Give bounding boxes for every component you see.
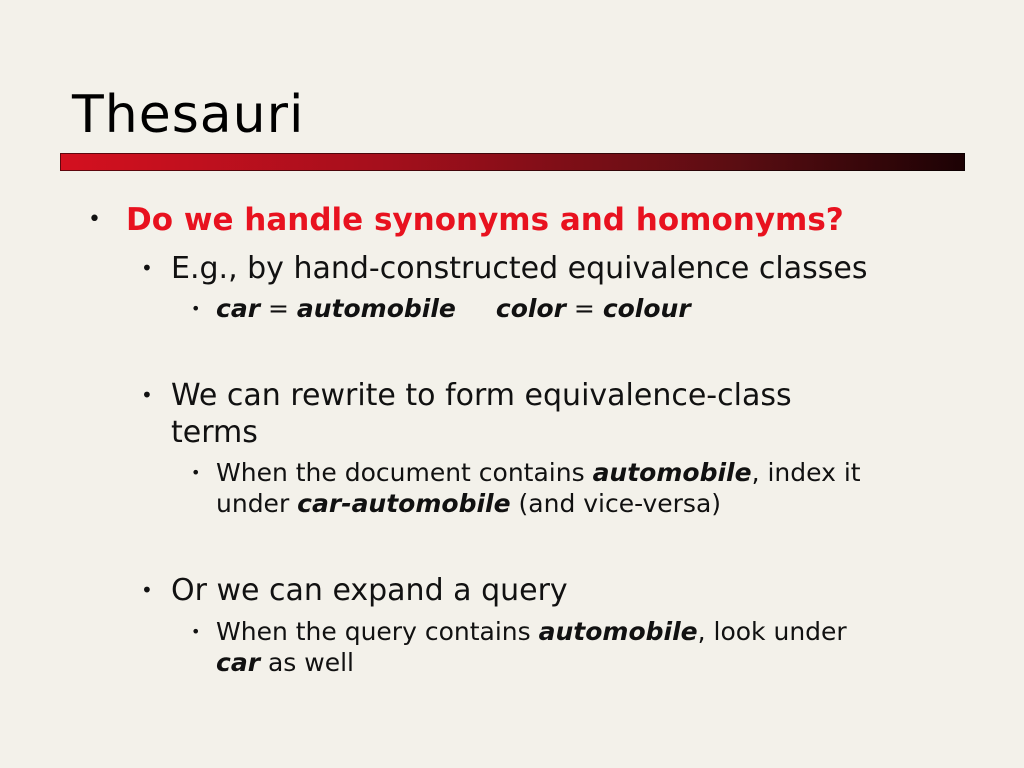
expand-detail-line1	[216, 616, 847, 647]
bullet-equivalence-classes: E.g., by hand-constructed equivalence classes	[171, 251, 868, 286]
rewrite-detail-line2	[216, 488, 721, 519]
equals-sign: =	[260, 294, 297, 323]
text-segment: When the document contains	[216, 458, 593, 487]
bullet-rewrite-line1: We can rewrite to form equivalence-class	[171, 378, 792, 413]
title-underline-bar	[60, 153, 965, 171]
text-segment: under	[216, 489, 298, 518]
term-car: car	[216, 294, 261, 323]
text-segment: When the query contains	[216, 617, 539, 646]
bullet-icon: •	[88, 207, 101, 232]
term-colour: colour	[602, 294, 691, 323]
example-equivalences	[216, 293, 691, 324]
bullet-icon: •	[141, 578, 153, 602]
bullet-rewrite-line2: terms	[171, 415, 258, 450]
text-segment: , look under	[697, 617, 847, 646]
bullet-expand-query: Or we can expand a query	[171, 573, 568, 608]
term-car-automobile: car-automobile	[297, 489, 511, 518]
term-color: color	[495, 294, 566, 323]
bullet-icon: •	[191, 463, 201, 482]
slide-title: Thesauri	[72, 85, 305, 145]
rewrite-detail-line1	[216, 457, 861, 488]
bullet-icon: •	[141, 383, 153, 407]
text-segment: , index it	[751, 458, 861, 487]
equals-sign: =	[565, 294, 603, 323]
bullet-icon: •	[191, 299, 201, 318]
bullet-icon: •	[191, 622, 201, 641]
expand-detail-line2	[216, 647, 354, 678]
bullet-synonyms-homonyms: Do we handle synonyms and homonyms?	[126, 202, 844, 238]
term-car: car	[216, 648, 261, 677]
text-segment: as well	[260, 648, 354, 677]
term-automobile: automobile	[296, 294, 456, 323]
term-automobile: automobile	[538, 617, 698, 646]
text-segment: (and vice-versa)	[510, 489, 722, 518]
bullet-icon: •	[141, 256, 153, 280]
term-automobile: automobile	[592, 458, 752, 487]
